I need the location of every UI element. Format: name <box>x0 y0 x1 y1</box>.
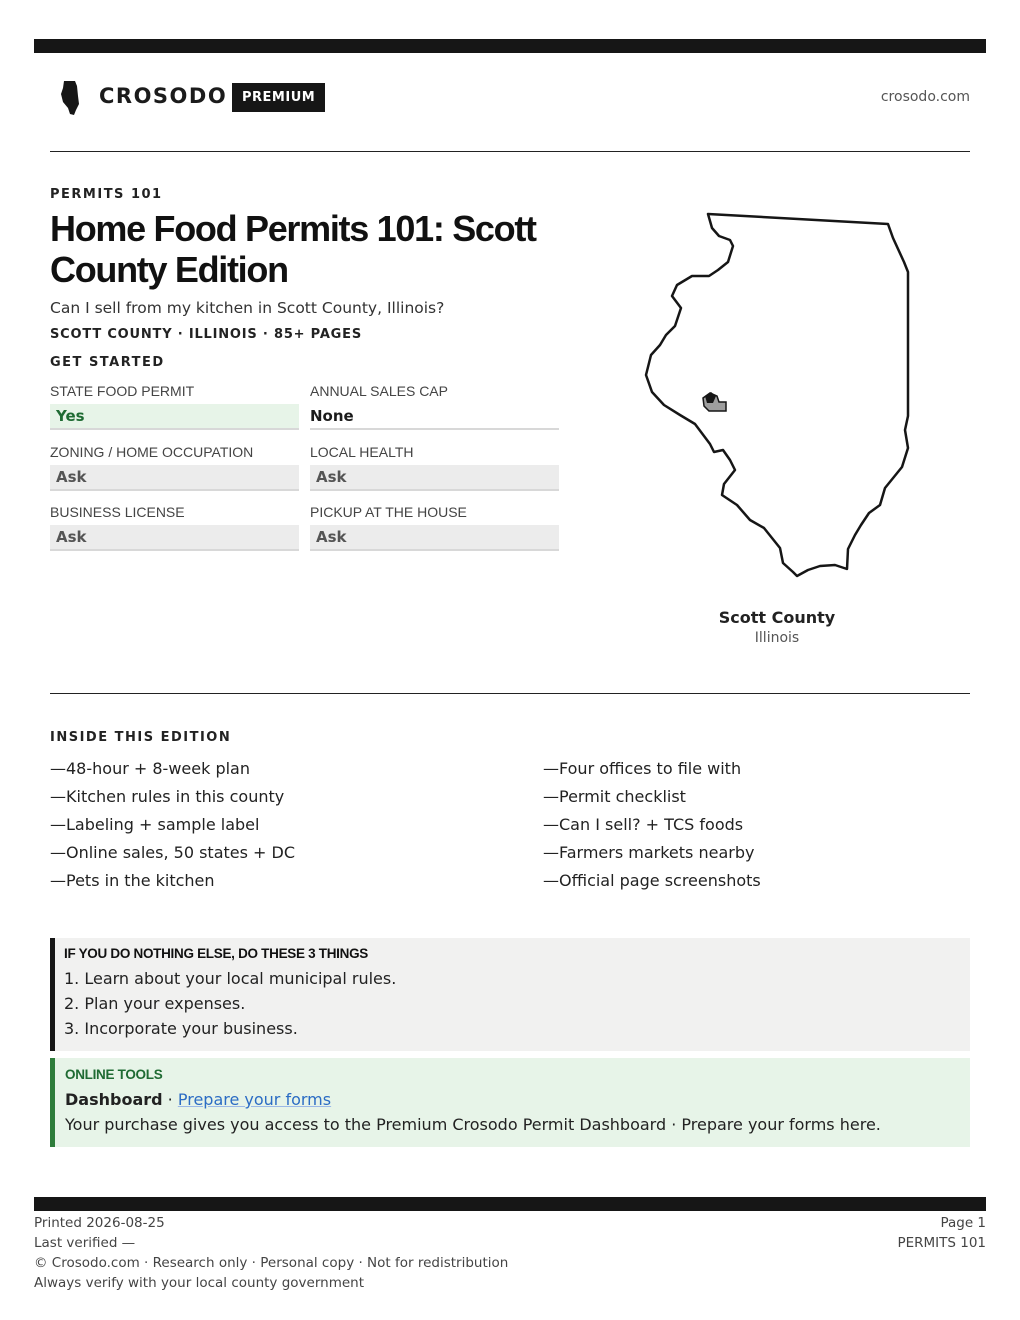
page-subtitle: Can I sell from my kitchen in Scott County, Illinois? <box>50 299 445 317</box>
callout-item: 2. Plan your expenses. <box>64 994 246 1013</box>
footer-left <box>34 1213 508 1293</box>
page-meta: SCOTT COUNTY · ILLINOIS · 85+ PAGES <box>50 327 362 342</box>
page-title: Home Food Permits 101: Scott County Edition <box>50 208 536 290</box>
list-item: —Official page screenshots <box>543 871 761 890</box>
list-item: —Four offices to file with <box>543 759 742 778</box>
top-bar <box>34 39 986 53</box>
permit-sales-cap <box>310 382 559 430</box>
footer-section: PERMITS 101 <box>897 1235 986 1251</box>
permit-zoning <box>50 443 299 491</box>
map-state-name: Illinois <box>754 630 800 646</box>
permit-value: Yes <box>50 404 299 430</box>
list-item: —Farmers markets nearby <box>543 843 755 862</box>
permit-state-food <box>50 382 299 430</box>
get-started-heading: GET STARTED <box>50 355 165 370</box>
contents-list-right <box>543 758 963 898</box>
copyright: © Crosodo.com · Research only · Personal copy · Not for redistribution <box>34 1255 509 1271</box>
inside-heading: INSIDE THIS EDITION <box>50 730 232 745</box>
permit-label: STATE FOOD PERMIT <box>50 383 195 399</box>
online-tools-box <box>50 1058 970 1147</box>
list-item: —Labeling + sample label <box>50 815 260 834</box>
illinois-outline-icon <box>630 200 930 590</box>
permit-pickup <box>310 503 559 551</box>
permit-value: Ask <box>50 525 299 551</box>
section-divider <box>50 693 970 694</box>
list-item: —Kitchen rules in this county <box>50 787 285 806</box>
map-county-name: Scott County <box>718 608 836 627</box>
footer-bar <box>34 1197 986 1211</box>
permit-value: Ask <box>50 465 299 491</box>
list-item: —Online sales, 50 states + DC <box>50 843 296 862</box>
list-item: —Pets in the kitchen <box>50 871 215 890</box>
section-kicker: PERMITS 101 <box>50 187 163 202</box>
permit-value: Ask <box>310 525 559 551</box>
tools-separator: · <box>162 1090 178 1109</box>
permit-label: BUSINESS LICENSE <box>50 504 185 520</box>
page-number: Page 1 <box>940 1215 986 1231</box>
permit-value: None <box>310 404 559 430</box>
prepare-forms-link[interactable]: Prepare your forms <box>177 1090 332 1109</box>
contents-list-left <box>50 758 470 898</box>
priority-callout <box>50 938 970 1051</box>
list-item: —Can I sell? + TCS foods <box>543 815 744 834</box>
tools-description: Your purchase gives you access to the Premium Crosodo Permit Dashboard · Prepare your forms here. <box>65 1115 881 1134</box>
tools-heading: ONLINE TOOLS <box>65 1067 163 1082</box>
premium-badge: PREMIUM <box>232 83 325 112</box>
list-item: —48-hour + 8-week plan <box>50 759 250 778</box>
tools-links-line <box>65 1089 970 1115</box>
header <box>50 78 970 118</box>
footer-right <box>897 1213 986 1253</box>
dashboard-label: Dashboard <box>65 1090 163 1109</box>
verify-note: Always verify with your local county government <box>34 1275 364 1291</box>
illinois-logo-icon <box>60 80 82 116</box>
callout-item: 1. Learn about your local municipal rules. <box>64 969 397 988</box>
header-divider <box>50 151 970 152</box>
permit-label: ANNUAL SALES CAP <box>310 383 448 399</box>
callout-heading: IF YOU DO NOTHING ELSE, DO THESE 3 THINGS <box>64 946 368 961</box>
brand-name: CROSODO <box>99 84 228 108</box>
callout-item: 3. Incorporate your business. <box>64 1019 298 1038</box>
printed-date: Printed 2026-08-25 <box>34 1215 165 1231</box>
site-url[interactable]: crosodo.com <box>880 89 970 105</box>
permit-label: PICKUP AT THE HOUSE <box>310 504 467 520</box>
permit-local-health <box>310 443 559 491</box>
list-item: —Permit checklist <box>543 787 686 806</box>
permit-label: ZONING / HOME OCCUPATION <box>50 444 254 460</box>
last-verified: Last verified — <box>34 1235 136 1251</box>
permit-business-license <box>50 503 299 551</box>
permit-value: Ask <box>310 465 559 491</box>
permit-label: LOCAL HEALTH <box>310 444 414 460</box>
